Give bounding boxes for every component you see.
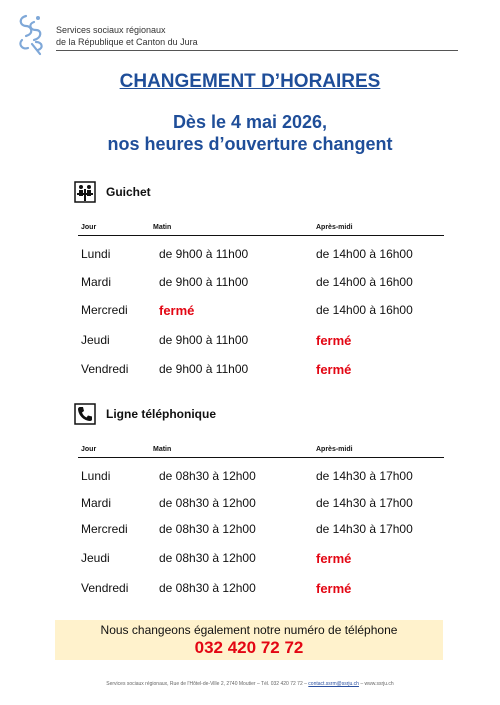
column-afternoon: Après-midi	[316, 224, 353, 231]
section-phone-heading	[74, 402, 216, 426]
footer-separator: –	[358, 681, 365, 687]
row-morning: de 9h00 à 11h00	[159, 247, 249, 261]
column-afternoon: Après-midi	[316, 446, 353, 453]
table-row	[78, 522, 444, 542]
row-morning: de 08h30 à 12h00	[159, 496, 256, 510]
row-afternoon: fermé	[316, 362, 352, 377]
counter-table-rule	[78, 235, 444, 236]
row-morning: de 08h30 à 12h00	[159, 581, 256, 595]
table-row	[78, 551, 444, 571]
row-morning: de 08h30 à 12h00	[159, 551, 256, 565]
ssr-logo-icon	[14, 12, 48, 56]
row-day: Vendredi	[81, 362, 129, 376]
row-afternoon: fermé	[316, 581, 352, 596]
row-morning: de 9h00 à 11h00	[159, 333, 249, 347]
row-day: Mercredi	[81, 303, 128, 317]
row-morning: de 08h30 à 12h00	[159, 522, 256, 536]
footer-email-link[interactable]: contact.ssrm@ssrju.ch	[308, 681, 359, 687]
counter-icon	[74, 181, 96, 203]
row-afternoon: de 14h30 à 17h00	[316, 522, 413, 536]
table-row	[78, 496, 444, 516]
row-day: Vendredi	[81, 581, 129, 595]
table-row	[78, 581, 444, 601]
row-morning: de 08h30 à 12h00	[159, 469, 256, 483]
row-afternoon: de 14h00 à 16h00	[316, 275, 413, 289]
subtitle-line-2: nos heures d’ouverture changent	[107, 134, 393, 154]
table-row	[78, 362, 444, 382]
page-header	[14, 12, 444, 56]
row-day: Mercredi	[81, 522, 128, 536]
row-morning: fermé	[159, 303, 195, 318]
org-line-1: Services sociaux régionaux	[56, 25, 166, 35]
phone-change-notice	[55, 620, 443, 660]
header-divider	[56, 50, 458, 51]
section-counter-label: Guichet	[106, 185, 151, 199]
new-phone-number: 032 420 72 72	[194, 638, 304, 657]
row-morning: de 9h00 à 11h00	[159, 275, 249, 289]
phone-icon	[74, 403, 96, 425]
page-footer	[0, 681, 500, 687]
table-row	[78, 247, 444, 267]
subtitle-line-1: Dès le 4 mai 2026,	[172, 112, 328, 132]
row-day: Jeudi	[81, 551, 110, 565]
column-day: Jour	[81, 446, 97, 453]
table-row	[78, 333, 444, 353]
organization-name	[56, 24, 198, 48]
row-day: Lundi	[81, 247, 111, 261]
row-afternoon: de 14h30 à 17h00	[316, 496, 413, 510]
row-day: Lundi	[81, 469, 111, 483]
row-afternoon: de 14h00 à 16h00	[316, 303, 413, 317]
footer-website: www.ssrju.ch	[364, 681, 394, 687]
phone-table-rule	[78, 457, 444, 458]
row-day: Jeudi	[81, 333, 110, 347]
table-row	[78, 275, 444, 295]
notice-text: Nous changeons également notre numéro de téléphone	[100, 623, 398, 637]
section-phone-label: Ligne téléphonique	[106, 407, 216, 421]
table-row	[78, 303, 444, 323]
row-afternoon: de 14h30 à 17h00	[316, 469, 413, 483]
row-morning: de 9h00 à 11h00	[159, 362, 249, 376]
footer-address: Services sociaux régionaux, Rue de l'Hôtel-de-Ville 2, 2740 Moutier – Tél. 032 420 72 72 –	[106, 681, 309, 687]
column-day: Jour	[81, 224, 97, 231]
row-afternoon: fermé	[316, 551, 352, 566]
section-counter-heading	[74, 180, 151, 204]
table-row	[78, 469, 444, 489]
row-afternoon: de 14h00 à 16h00	[316, 247, 413, 261]
column-morning: Matin	[153, 224, 172, 231]
page-title: CHANGEMENT D’HORAIRES	[119, 71, 381, 92]
row-day: Mardi	[81, 275, 112, 289]
row-day: Mardi	[81, 496, 112, 510]
column-morning: Matin	[153, 446, 172, 453]
org-line-2: de la République et Canton du Jura	[56, 37, 198, 47]
row-afternoon: fermé	[316, 333, 352, 348]
